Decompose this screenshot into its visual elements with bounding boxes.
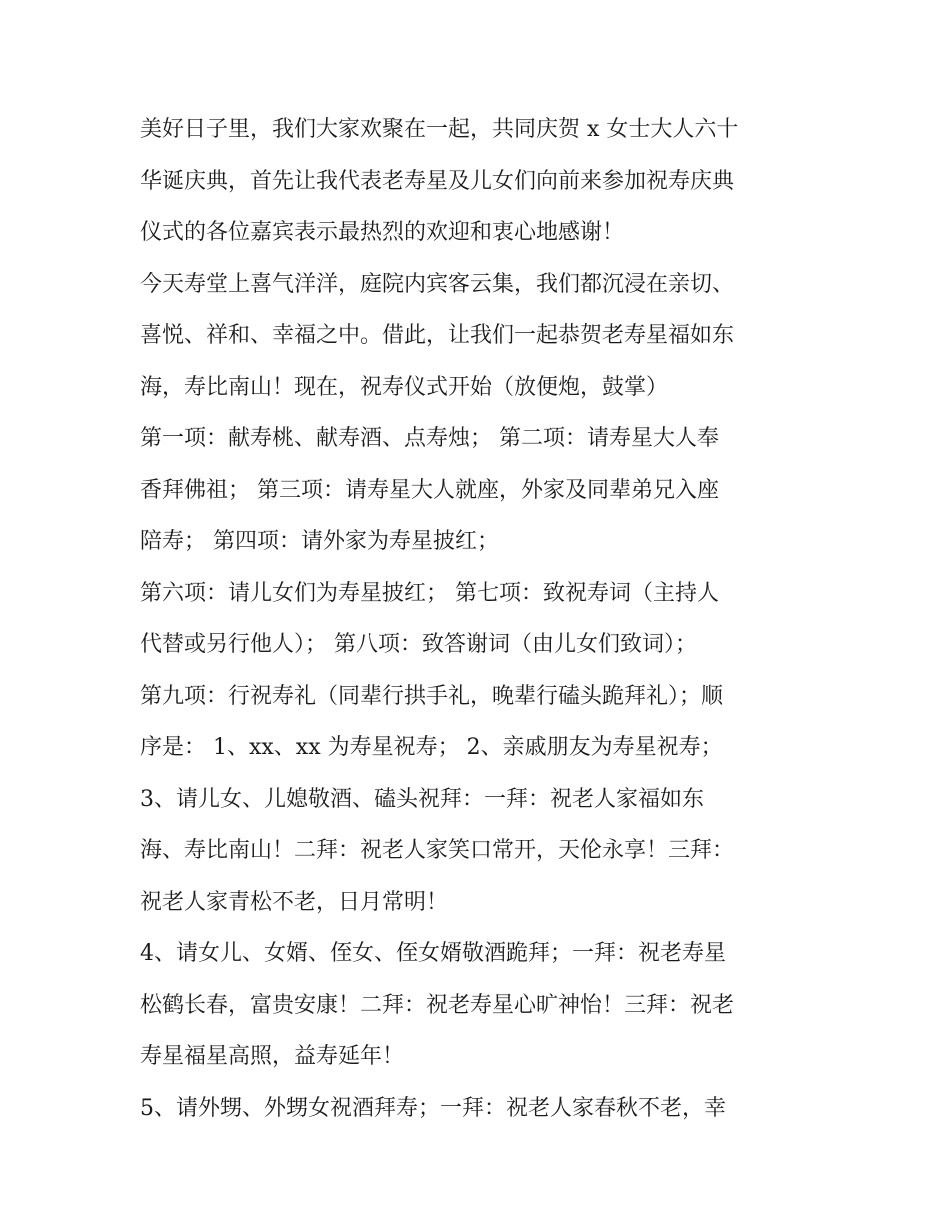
- text-line: 第一项：献寿桃、献寿酒、点寿烛； 第二项：请寿星大人奉: [140, 426, 719, 451]
- text-line: 第六项：请儿女们为寿星披红； 第七项：致祝寿词（主持人: [140, 580, 719, 606]
- text-line: 香拜佛祖； 第三项：请寿星大人就座，外家及同辈弟兄入座: [140, 477, 719, 503]
- text-line: 美好日子里，我们大家欢聚在一起，共同庆贺 x 女士大人六十: [140, 117, 739, 142]
- text-line: 祝老人家青松不老，日月常明！: [140, 889, 449, 915]
- text-line: 海，寿比南山！现在，祝寿仪式开始（放便炮，鼓掌）: [140, 374, 669, 400]
- text-line: 喜悦、祥和、幸福之中。借此，让我们一起恭贺老寿星福如东: [140, 323, 735, 348]
- text-line: 仪式的各位嘉宾表示最热烈的欢迎和衷心地感谢！: [140, 220, 625, 245]
- text-line: 今天寿堂上喜气洋洋，庭院内宾客云集，我们都沉浸在亲切、: [140, 271, 735, 297]
- text-line: 第九项：行祝寿礼（同辈行拱手礼，晚辈行磕头跪拜礼）；顺: [140, 683, 724, 709]
- text-line: 4、请女儿、女婿、侄女、侄女婿敬酒跪拜；一拜：祝老寿星: [140, 941, 726, 966]
- text-line: 序是： 1、xx、xx 为寿星祝寿； 2、亲戚朋友为寿星祝寿；: [140, 735, 723, 760]
- text-line: 陪寿； 第四项：请外家为寿星披红；: [140, 529, 499, 554]
- body-text: [140, 104, 840, 1134]
- text-line: 3、请儿女、儿媳敬酒、磕头祝拜：一拜：祝老人家福如东: [140, 786, 704, 812]
- text-line: 5、请外甥、外甥女祝酒拜寿；一拜：祝老人家春秋不老，幸: [140, 1095, 726, 1121]
- text-line: 华诞庆典，首先让我代表老寿星及儿女们向前来参加祝寿庆典: [140, 168, 735, 194]
- text-line: 寿星福星高照，益寿延年！: [140, 1044, 405, 1069]
- text-line: 松鹤长春，富贵安康！二拜：祝老寿星心旷神怡！三拜：祝老: [140, 992, 735, 1018]
- text-line: 代替或另行他人）； 第八项：致答谢词（由儿女们致词）；: [140, 632, 697, 657]
- text-line: 海、寿比南山！二拜：祝老人家笑口常开，天伦永享！三拜：: [140, 838, 735, 863]
